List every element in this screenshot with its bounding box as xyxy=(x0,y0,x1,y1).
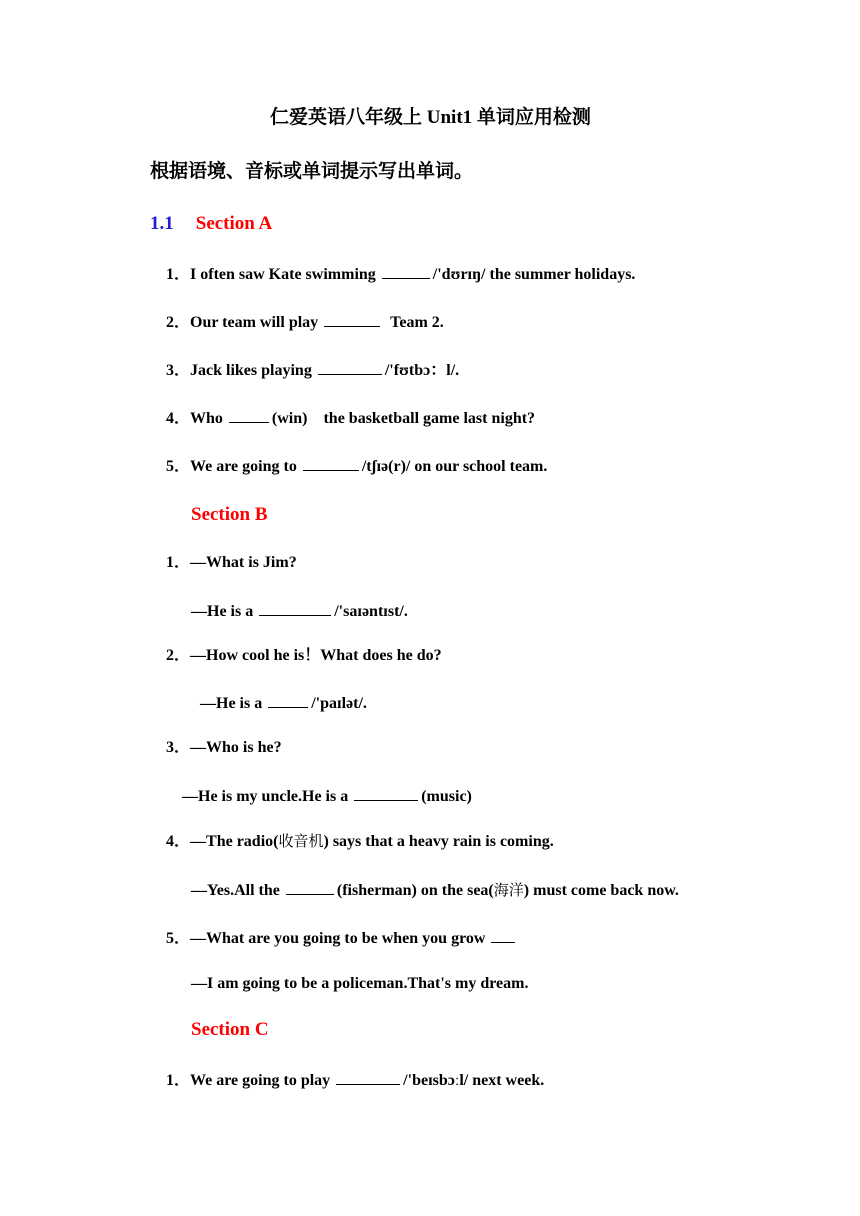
answer-text: ) must come back now. xyxy=(523,882,679,899)
question-number: 2． xyxy=(166,647,191,664)
answer-blank[interactable] xyxy=(491,927,515,943)
answer-blank[interactable] xyxy=(318,359,382,375)
section-b-heading: Section B xyxy=(191,504,268,525)
question-text: /'beɪsbɔːl/ next week. xyxy=(403,1072,545,1089)
question-number: 3． xyxy=(166,362,191,379)
question-text: /tʃɪə(r)/ on our school team. xyxy=(361,458,548,475)
answer-text: (fisherman) on the sea( xyxy=(336,882,494,899)
question-text: I often saw Kate swimming xyxy=(190,266,376,283)
section-a-question-3 xyxy=(166,359,459,381)
section-b-answer-3 xyxy=(182,785,472,807)
answer-text: —He is my uncle.He is a xyxy=(182,788,349,805)
question-number: 1． xyxy=(166,554,191,571)
question-text: (win) the basketball game last night? xyxy=(271,410,536,427)
section-a-heading xyxy=(150,212,272,236)
question-text: We are going to xyxy=(190,458,297,475)
section-c-question-1 xyxy=(166,1069,544,1091)
section-b-answer-2 xyxy=(200,692,367,714)
answer-blank[interactable] xyxy=(229,407,269,423)
answer-blank[interactable] xyxy=(259,600,331,616)
section-a-question-4 xyxy=(166,407,535,429)
section-a-question-1 xyxy=(166,263,635,285)
question-text: We are going to play xyxy=(190,1072,331,1089)
question-number: 1． xyxy=(166,266,191,283)
answer-blank[interactable] xyxy=(268,692,308,708)
question-text: Jack likes playing xyxy=(190,362,312,379)
section-b-question-2 xyxy=(166,646,442,666)
section-a-number: 1.1 xyxy=(150,213,174,234)
section-a-question-2 xyxy=(166,311,444,333)
question-number: 5． xyxy=(166,458,191,475)
answer-text: /'paɪlət/. xyxy=(311,695,367,712)
question-text: Team 2. xyxy=(390,314,444,331)
question-number: 4． xyxy=(166,833,191,850)
question-number: 2． xyxy=(166,314,191,331)
answer-text: (music) xyxy=(421,788,472,805)
question-text: Our team will play xyxy=(190,314,319,331)
section-b-question-1 xyxy=(166,553,297,573)
answer-blank[interactable] xyxy=(324,311,380,327)
question-number: 1． xyxy=(166,1072,191,1089)
answer-text: —He is a xyxy=(191,603,254,620)
section-b-question-5 xyxy=(166,927,518,949)
section-b-answer-4 xyxy=(191,879,679,901)
question-text: ) says that a heavy rain is coming. xyxy=(323,833,554,850)
question-text: —Who is he? xyxy=(190,739,282,756)
section-a-title: Section A xyxy=(195,213,273,234)
question-text: /'fʊtbɔ：l/. xyxy=(384,362,460,379)
chinese-gloss: 收音机 xyxy=(278,832,324,850)
instruction-text: 根据语境、音标或单词提示写出单词。 xyxy=(150,161,474,182)
answer-blank[interactable] xyxy=(354,785,418,801)
answer-text: —He is a xyxy=(200,695,263,712)
question-number: 3． xyxy=(166,739,191,756)
section-b-question-3 xyxy=(166,738,282,758)
answer-blank[interactable] xyxy=(336,1069,400,1085)
answer-blank[interactable] xyxy=(382,263,430,279)
question-number: 4． xyxy=(166,410,191,427)
answer-text: —Yes.All the xyxy=(191,882,280,899)
question-text: —What are you going to be when you grow xyxy=(190,930,486,947)
answer-text: /'saɪəntɪst/. xyxy=(334,603,408,620)
section-b-answer-1 xyxy=(191,600,408,622)
answer-blank[interactable] xyxy=(303,455,359,471)
section-a-question-5 xyxy=(166,455,547,477)
section-b-answer-5: —I am going to be a policeman.That's my dream. xyxy=(191,975,529,992)
chinese-gloss: 海洋 xyxy=(493,881,524,899)
question-text: /'dʊrɪŋ/ the summer holidays. xyxy=(432,266,636,283)
question-text: —How cool he is！What does he do? xyxy=(190,647,442,664)
answer-blank[interactable] xyxy=(286,879,334,895)
section-b-question-4 xyxy=(166,831,554,852)
question-number: 5． xyxy=(166,930,191,947)
question-text: —The radio( xyxy=(190,833,279,850)
question-text: Who xyxy=(190,410,223,427)
section-c-heading: Section C xyxy=(191,1019,269,1040)
question-text: —What is Jim? xyxy=(190,554,297,571)
page-title: 仁爱英语八年级上 Unit1 单词应用检测 xyxy=(270,107,591,128)
